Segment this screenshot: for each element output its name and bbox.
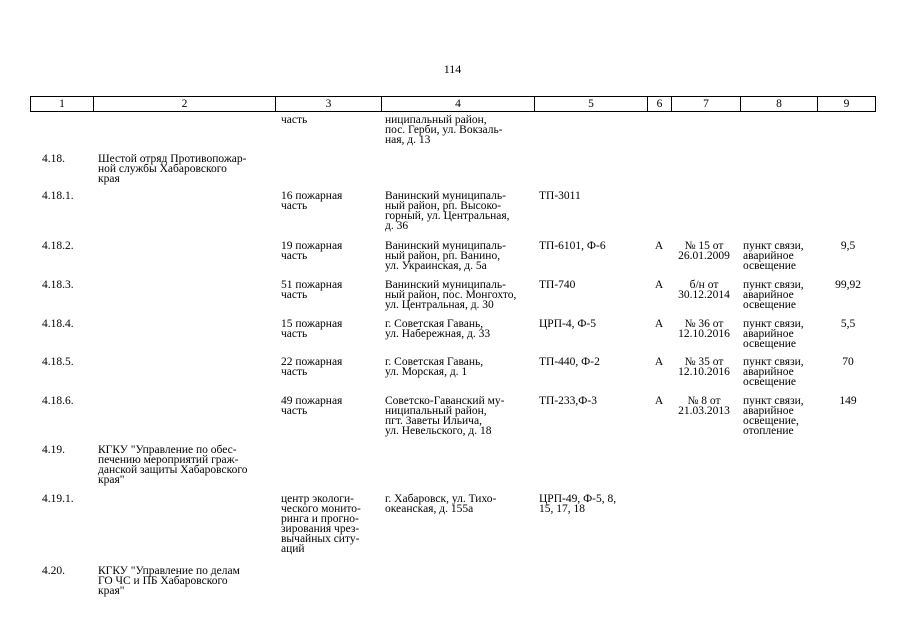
unit-name: 19 пожарная часть — [281, 240, 343, 262]
document: б/н от 30.12.2014 — [678, 279, 730, 301]
power: 70 — [842, 356, 854, 368]
table-header — [30, 96, 876, 112]
header-col-8: 8 — [740, 97, 817, 111]
category: А — [654, 395, 664, 407]
purpose: пункт связи, аварийное освещение — [743, 279, 804, 311]
header-col-4: 4 — [381, 97, 534, 111]
category: А — [654, 279, 664, 291]
unit-name: 16 пожарная часть — [281, 190, 343, 212]
row-number: 4.18.2. — [42, 240, 74, 252]
row-number: 4.18.1. — [42, 190, 74, 202]
power: 149 — [839, 395, 857, 407]
unit-name: 51 пожарная часть — [281, 279, 343, 301]
organization-name: КГКУ "Управление по обес- печению мероприятий граж- данской защиты Хабаровского края" — [98, 444, 248, 486]
substation: ТП-6101, Ф-6 — [539, 240, 606, 252]
substation: ТП-3011 — [539, 190, 581, 202]
address: г. Хабаровск, ул. Тихо- океанская, д. 155а — [385, 493, 497, 515]
address: Ванинский муниципаль- ный район, рп. Ванино, ул. Украинская, д. 5а — [385, 240, 506, 272]
row-number: 4.19.1. — [42, 493, 74, 505]
unit-name: часть — [281, 114, 308, 126]
unit-name: 22 пожарная часть — [281, 356, 343, 378]
address: Советско-Гаванский му- ниципальный район, пгт. Заветы Ильича, ул. Невельского, д. 18 — [385, 395, 505, 437]
document: № 8 от 21.03.2013 — [678, 395, 730, 417]
row-number: 4.19. — [42, 444, 65, 456]
row-number: 4.18.4. — [42, 318, 74, 330]
row-number: 4.18.6. — [42, 395, 74, 407]
category: А — [654, 356, 664, 368]
page-number: 114 — [443, 62, 462, 76]
address: Ванинский муниципаль- ный район, рп. Высоко- горный, ул. Центральная, д. 36 — [385, 190, 510, 232]
category: А — [654, 318, 664, 330]
address: г. Советская Гавань, ул. Набережная, д. 33 — [385, 318, 491, 340]
row-number: 4.18. — [42, 153, 65, 165]
header-col-3: 3 — [275, 97, 381, 111]
address: г. Советская Гавань, ул. Морская, д. 1 — [385, 356, 484, 378]
header-col-7: 7 — [671, 97, 740, 111]
category: А — [654, 240, 664, 252]
unit-name: 15 пожарная часть — [281, 318, 343, 340]
purpose: пункт связи, аварийное освещение, отопление — [743, 395, 804, 437]
unit-name: 49 пожарная часть — [281, 395, 343, 417]
address: ниципальный район, пос. Герби, ул. Вокзаль- ная, д. 13 — [385, 114, 503, 146]
power: 99,92 — [835, 279, 861, 291]
header-col-6: 6 — [647, 97, 671, 111]
power: 9,5 — [840, 240, 856, 252]
address: Ванинский муниципаль- ный район, пос. Монгохто, ул. Центральная, д. 30 — [385, 279, 517, 311]
substation: ТП-233,Ф-3 — [539, 395, 597, 407]
row-number: 4.18.3. — [42, 279, 74, 291]
document: № 36 от 12.10.2016 — [678, 318, 730, 340]
row-number: 4.18.5. — [42, 356, 74, 368]
purpose: пункт связи, аварийное освещение — [743, 356, 804, 388]
organization-name: Шестой отряд Противопожар- ной службы Хабаровского края — [98, 153, 247, 185]
purpose: пункт связи, аварийное освещение — [743, 318, 804, 350]
unit-name: центр экологи- ческого монито- ринга и прогно- зирования чрез- вычайных ситу- аций — [281, 493, 361, 555]
document: № 35 от 12.10.2016 — [678, 356, 730, 378]
header-col-2: 2 — [93, 97, 275, 111]
purpose: пункт связи, аварийное освещение — [743, 240, 804, 272]
substation: ЦРП-4, Ф-5 — [539, 318, 597, 330]
substation: ТП-440, Ф-2 — [539, 356, 600, 368]
organization-name: КГКУ "Управление по делам ГО ЧС и ПБ Хабаровского края" — [98, 565, 240, 597]
row-number: 4.20. — [42, 565, 65, 577]
substation: ТП-740 — [539, 279, 576, 291]
substation: ЦРП-49, Ф-5, 8, 15, 17, 18 — [539, 493, 617, 515]
header-col-1: 1 — [59, 98, 65, 110]
header-col-9: 9 — [817, 97, 875, 111]
power: 5,5 — [840, 318, 856, 330]
header-col-5: 5 — [534, 97, 647, 111]
document: № 15 от 26.01.2009 — [678, 240, 730, 262]
